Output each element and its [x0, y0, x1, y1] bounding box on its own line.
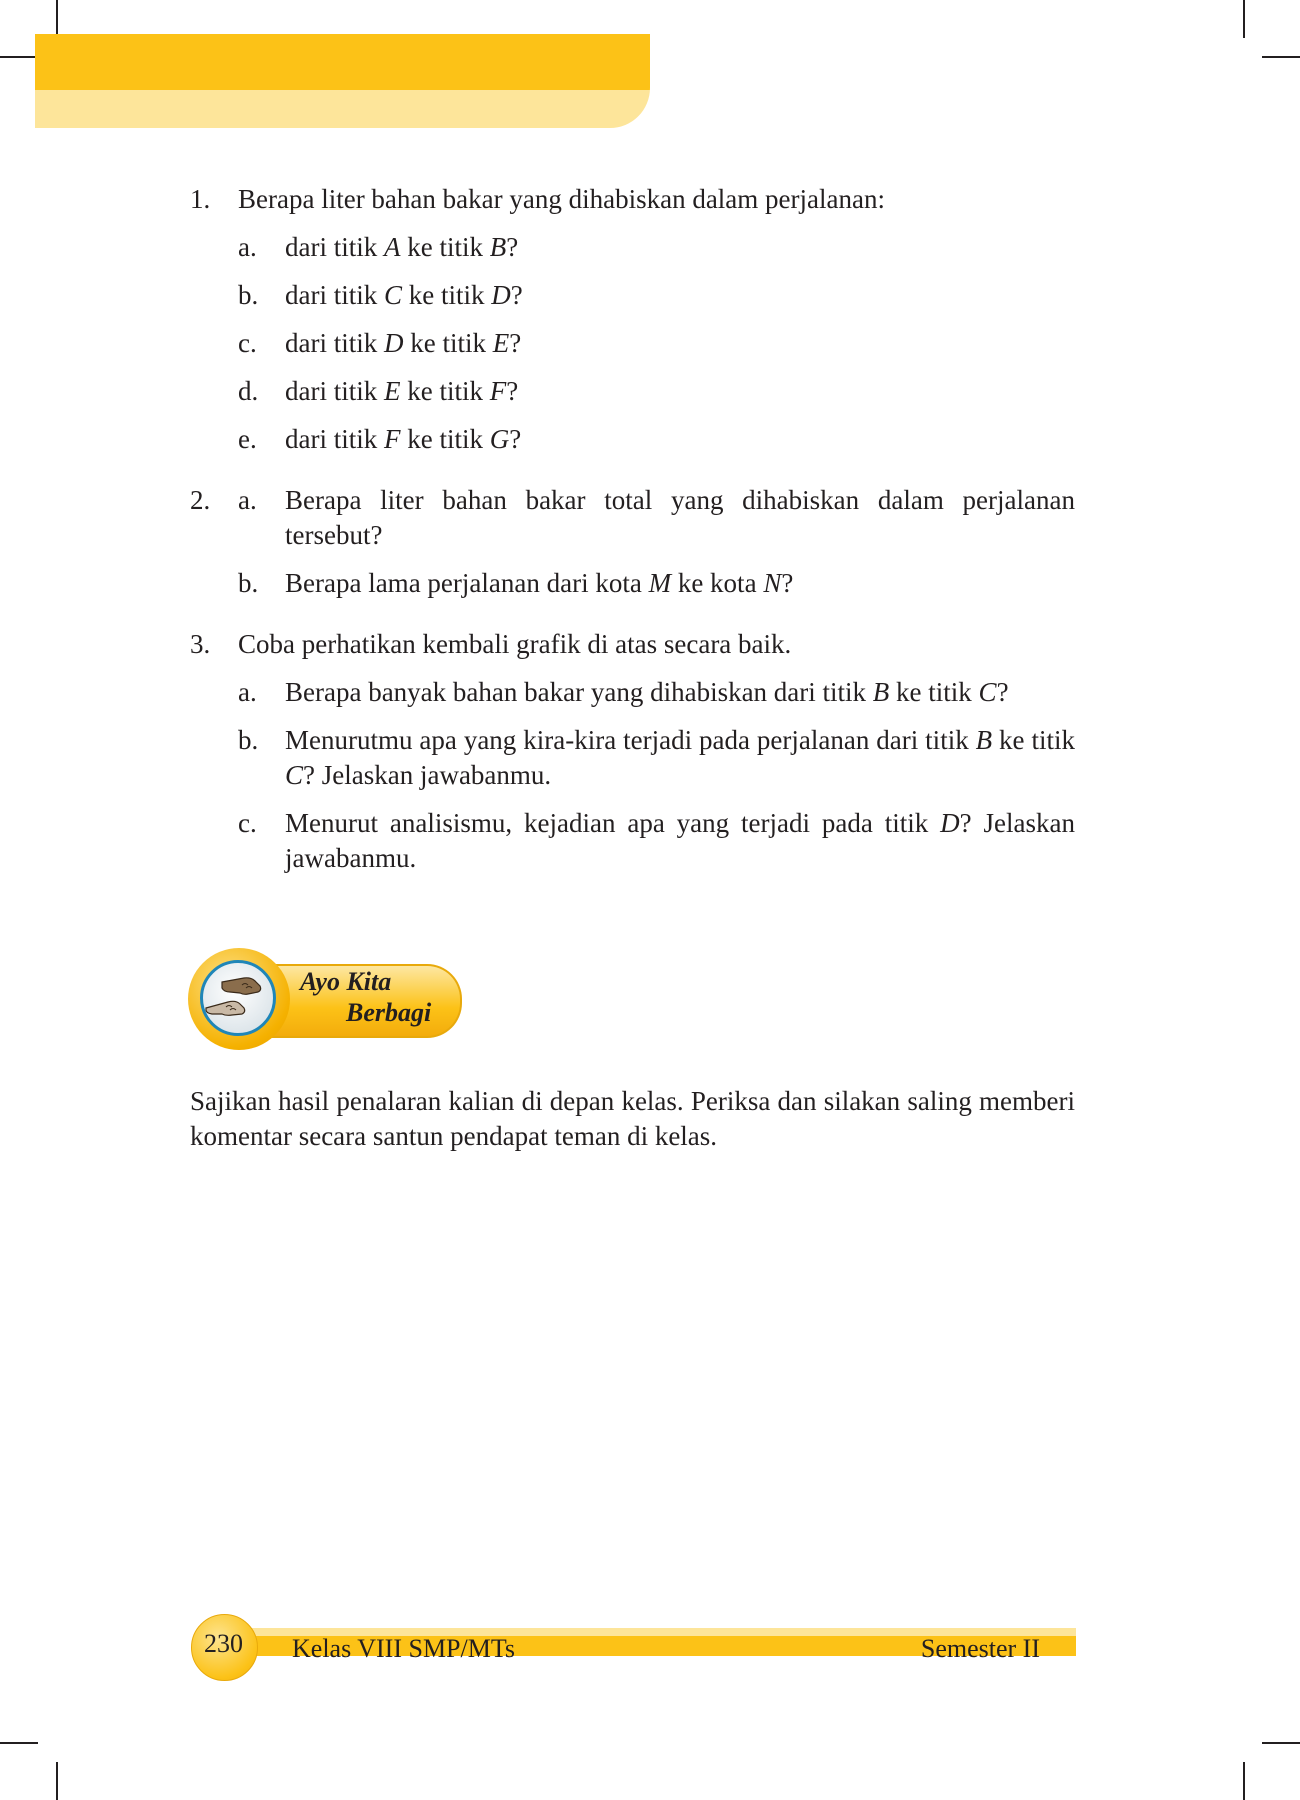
- text-fragment: Berapa banyak bahan bakar yang dihabiskan dari titik: [285, 677, 873, 707]
- variable-name: M: [648, 568, 672, 598]
- hands-sharing-icon: [200, 968, 276, 1028]
- text-fragment: ke kota: [671, 568, 764, 598]
- page-number: 230: [204, 1629, 243, 1658]
- variable-name: B: [975, 725, 993, 755]
- sub-question: [238, 675, 1075, 710]
- variable-name: N: [763, 568, 782, 598]
- badge-title-line2: Berbagi: [346, 998, 432, 1027]
- text-fragment: ke titik: [403, 328, 493, 358]
- ayo-kita-berbagi-badge: [188, 948, 463, 1052]
- question-item: [190, 627, 1075, 876]
- sub-question-letter: a.: [238, 677, 257, 707]
- text-fragment: ?: [781, 568, 794, 598]
- text-fragment: ?: [509, 328, 522, 358]
- text-fragment: ?: [506, 232, 519, 262]
- text-fragment: dari titik: [285, 280, 384, 310]
- sub-question: [238, 422, 1075, 457]
- text-fragment: dari titik: [285, 376, 384, 406]
- text-fragment: Berapa liter bahan bakar yang dihabiskan dalam perjalanan:: [238, 184, 885, 214]
- text-fragment: ?: [506, 376, 519, 406]
- variable-name: F: [489, 376, 507, 406]
- badge-circle: [188, 948, 290, 1050]
- sub-question: [238, 278, 1075, 313]
- footer-book-title: Kelas VIII SMP/MTs: [292, 1634, 516, 1663]
- sub-question-letter: a.: [238, 485, 257, 515]
- badge-title: [300, 966, 431, 1028]
- text-fragment: dari titik: [285, 328, 384, 358]
- text-fragment: ke titik: [400, 424, 490, 454]
- crop-mark: [1262, 56, 1300, 58]
- sub-question-letter: b.: [238, 568, 259, 598]
- question-number: 1.: [190, 184, 211, 214]
- sub-question-letter: b.: [238, 725, 259, 755]
- variable-name: E: [492, 328, 510, 358]
- text-fragment: Berapa liter bahan bakar total yang dihabiskan dalam perjalanan tersebut?: [285, 485, 1075, 550]
- variable-name: G: [489, 424, 510, 454]
- question-item: [190, 483, 1075, 601]
- sub-question-letter: c.: [238, 808, 257, 838]
- question-item: [190, 182, 1075, 457]
- text-fragment: ?: [510, 280, 523, 310]
- sub-question-letter: c.: [238, 328, 257, 358]
- text-fragment: Menurutmu apa yang kira-kira terjadi pada perjalanan dari titik: [285, 725, 976, 755]
- variable-name: D: [940, 808, 960, 838]
- text-fragment: ?: [509, 424, 522, 454]
- sub-question: [238, 723, 1075, 793]
- text-fragment: ke titik: [889, 677, 979, 707]
- variable-name: C: [285, 760, 304, 790]
- crop-mark: [1243, 1762, 1245, 1800]
- text-fragment: dari titik: [285, 424, 384, 454]
- sub-question: [238, 326, 1075, 361]
- variable-name: B: [872, 677, 890, 707]
- text-fragment: Coba perhatikan kembali grafik di atas secara baik.: [238, 629, 792, 659]
- crop-mark: [0, 56, 38, 58]
- question-list: [190, 182, 1075, 902]
- sub-question-letter: a.: [238, 232, 257, 262]
- sub-question: [238, 566, 1075, 601]
- crop-mark: [1243, 0, 1245, 38]
- text-fragment: ?: [996, 677, 1009, 707]
- text-fragment: ke titik: [402, 280, 492, 310]
- sub-question-letter: e.: [238, 424, 257, 454]
- crop-mark: [56, 0, 58, 38]
- sub-question: [238, 374, 1075, 409]
- variable-name: C: [978, 677, 997, 707]
- sub-question-letter: b.: [238, 280, 259, 310]
- text-fragment: ke titik: [400, 376, 490, 406]
- variable-name: F: [383, 424, 401, 454]
- variable-name: C: [383, 280, 402, 310]
- footer-semester: Semester II: [920, 1634, 1040, 1663]
- text-fragment: ke titik: [992, 725, 1075, 755]
- closing-paragraph: Sajikan hasil penalaran kalian di depan kelas. Periksa dan silakan saling memberi komentar secara santun pendapat teman di kelas.: [190, 1086, 1075, 1151]
- variable-name: D: [383, 328, 404, 358]
- crop-mark: [56, 1762, 58, 1800]
- variable-name: D: [491, 280, 511, 310]
- variable-name: E: [383, 376, 401, 406]
- variable-name: A: [383, 232, 401, 262]
- sub-question-letter: d.: [238, 376, 259, 406]
- variable-name: B: [489, 232, 507, 262]
- sub-question: [238, 230, 1075, 265]
- question-text: [238, 182, 1075, 217]
- crop-mark: [1262, 1742, 1300, 1744]
- text-fragment: dari titik: [285, 232, 384, 262]
- text-fragment: Menurut analisismu, kejadian apa yang terjadi pada titik: [285, 808, 941, 838]
- badge-title-line1: Ayo Kita: [300, 967, 392, 996]
- text-fragment: ? Jelaskan jawabanmu.: [303, 760, 552, 790]
- question-text: [238, 627, 1075, 662]
- text-fragment: ke titik: [400, 232, 490, 262]
- crop-mark: [0, 1742, 38, 1744]
- question-number: 2.: [190, 485, 211, 515]
- sub-question: [238, 806, 1075, 876]
- question-number: 3.: [190, 629, 211, 659]
- header-band: [35, 34, 650, 128]
- sub-question: [238, 483, 1075, 553]
- text-fragment: Berapa lama perjalanan dari kota: [285, 568, 649, 598]
- text-fragment: ? Jelaskan jawabanmu.: [285, 808, 1075, 873]
